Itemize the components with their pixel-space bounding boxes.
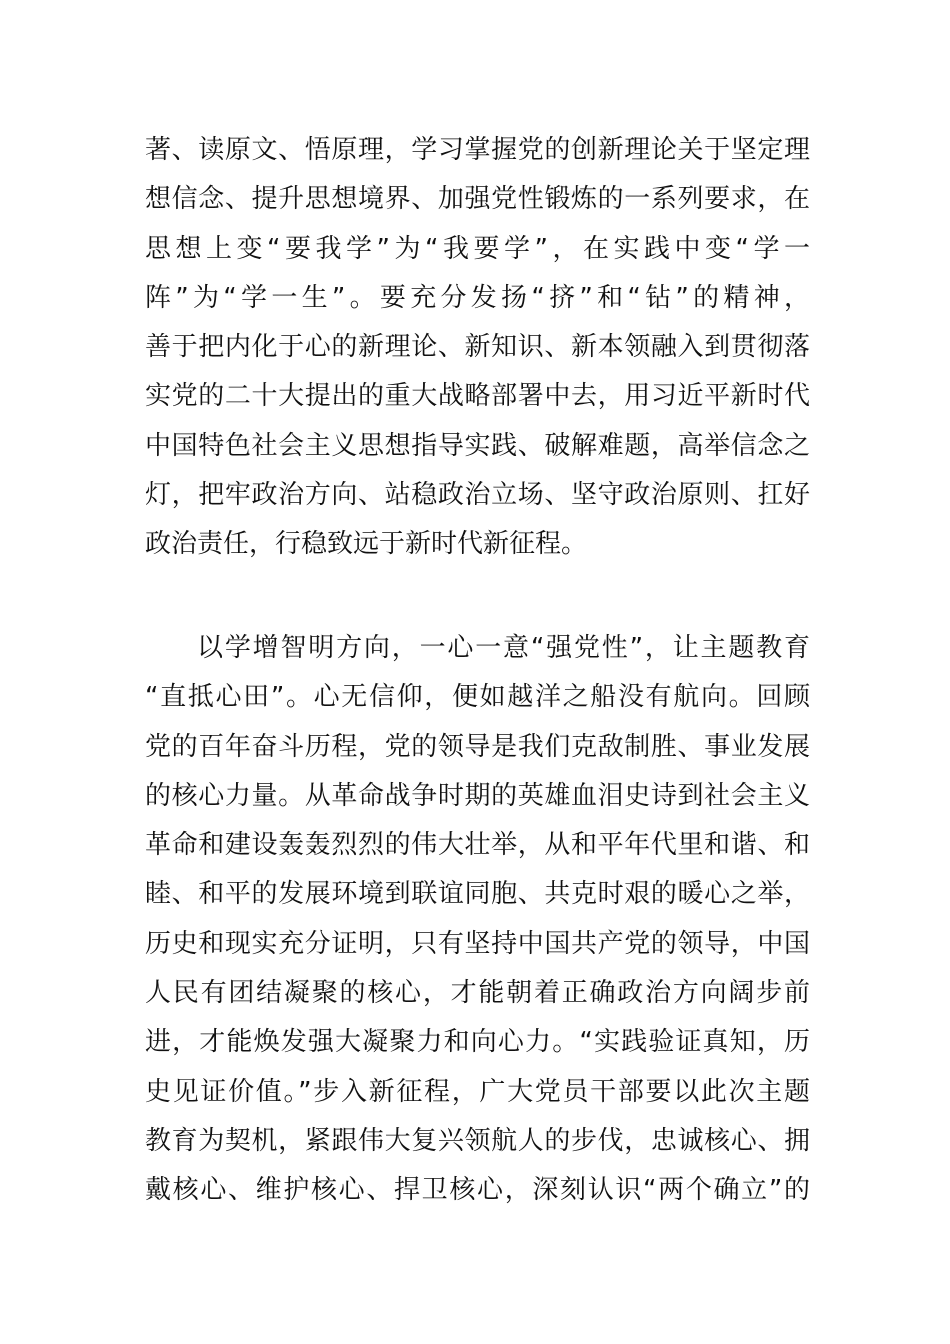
text-line: 想信念、提升思想境界、加强党性锻炼的一系列要求，在 bbox=[145, 184, 810, 215]
text-line: 革命和建设轰轰烈烈的伟大壮举，从和平年代里和谐、和 bbox=[145, 830, 810, 861]
text-line: 善于把内化于心的新理论、新知识、新本领融入到贯彻落 bbox=[145, 332, 810, 363]
paragraph-1 bbox=[145, 126, 810, 570]
text-line: 实党的二十大提出的重大战略部署中去，用习近平新时代 bbox=[145, 381, 810, 412]
text-line: 的核心力量。从革命战争时期的英雄血泪史诗到社会主义 bbox=[145, 780, 810, 811]
text-line: 教育为契机，紧跟伟大复兴领航人的步伐，忠诚核心、拥 bbox=[145, 1125, 810, 1156]
text-line: “直抵心田”。心无信仰，便如越洋之船没有航向。回顾 bbox=[145, 682, 810, 713]
text-line: 人民有团结凝聚的核心，才能朝着正确政治方向阔步前 bbox=[145, 978, 810, 1009]
text-line: 著、读原文、悟原理，学习掌握党的创新理论关于坚定理 bbox=[145, 135, 810, 165]
text-line: 思想上变“要我学”为“我要学”，在实践中变“学一 bbox=[145, 233, 810, 264]
text-line: 党的百年奋斗历程，党的领导是我们克敌制胜、事业发展 bbox=[145, 731, 810, 762]
text-line: 戴核心、维护核心、捍卫核心，深刻认识“两个确立”的 bbox=[145, 1175, 810, 1206]
text-line: 阵”为“学一生”。要充分发扬“挤”和“钻”的精神， bbox=[145, 282, 810, 313]
paragraph-2 bbox=[145, 624, 810, 1216]
text-line: 睦、和平的发展环境到联谊同胞、共克时艰的暖心之举， bbox=[145, 879, 810, 910]
text-line: 历史和现实充分证明，只有坚持中国共产党的领导，中国 bbox=[145, 928, 810, 959]
text-line: 中国特色社会主义思想指导实践、破解难题，高举信念之 bbox=[145, 430, 810, 461]
text-line: 以学增智明方向，一心一意“强党性”，让主题教育 bbox=[197, 633, 810, 663]
text-line: 史见证价值。”步入新征程，广大党员干部要以此次主题 bbox=[145, 1076, 810, 1107]
text-line: 政治责任，行稳致远于新时代新征程。 bbox=[145, 529, 588, 560]
text-line: 进，才能焕发强大凝聚力和向心力。“实践验证真知，历 bbox=[145, 1027, 810, 1058]
text-line: 灯，把牢政治方向、站稳政治立场、坚守政治原则、扛好 bbox=[145, 480, 810, 511]
